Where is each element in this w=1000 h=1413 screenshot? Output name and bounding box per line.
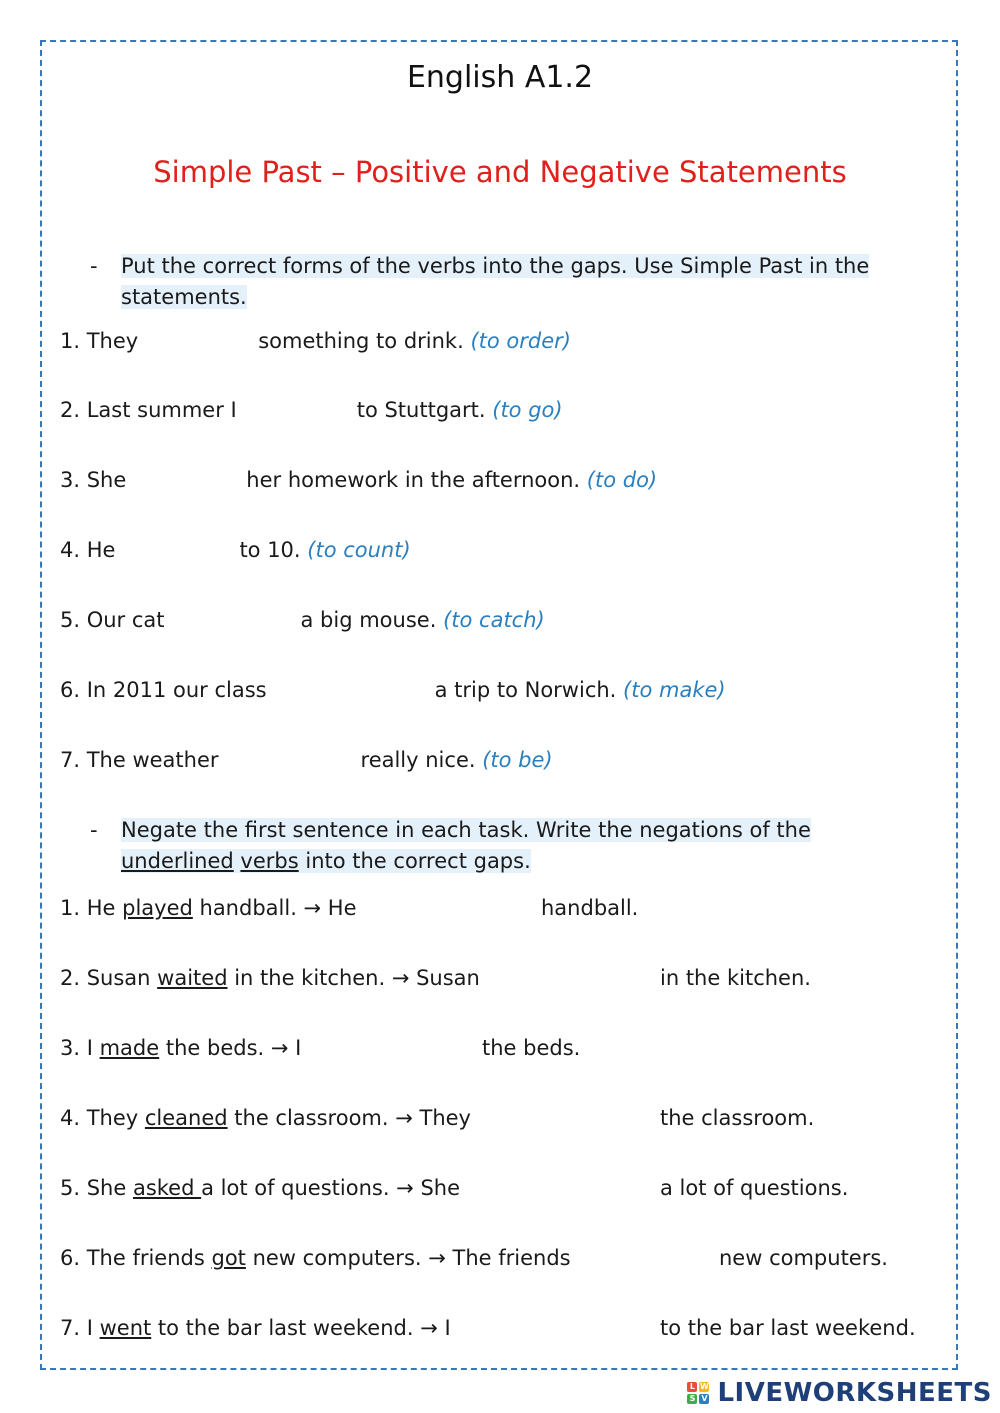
logo-tile: L <box>687 1382 697 1392</box>
item-text-before: 7. The weather <box>60 748 219 772</box>
item-text-after: a lot of questions. <box>660 1176 849 1200</box>
answer-gap[interactable] <box>580 1247 710 1269</box>
answer-gap[interactable] <box>480 1107 650 1129</box>
item-suffix: the beds. → I <box>159 1036 302 1060</box>
logo-tile: W <box>700 1382 709 1391</box>
item-suffix: handball. → He <box>192 896 357 920</box>
answer-gap[interactable] <box>460 1317 650 1339</box>
item-suffix: to the bar last weekend. → I <box>151 1316 451 1340</box>
item-text-after: the beds. <box>482 1036 581 1060</box>
task2-item <box>60 1034 301 1062</box>
answer-gap[interactable] <box>475 1177 650 1199</box>
verb-hint: (to catch) <box>443 608 545 632</box>
item-text-after: a trip to Norwich. <box>434 678 617 702</box>
underlined-verb: made <box>99 1036 160 1060</box>
item-text-after: something to drink. <box>258 329 464 353</box>
item-suffix: new computers. → The friends <box>245 1246 571 1270</box>
item-text-after: the classroom. <box>660 1106 815 1130</box>
item-prefix: 1. He <box>60 896 123 920</box>
item-text-before: 4. He <box>60 538 116 562</box>
item-text-after: in the kitchen. <box>660 966 811 990</box>
verb-hint: (to order) <box>470 329 571 353</box>
liveworksheets-logo[interactable] <box>687 1376 992 1410</box>
underlined-verb: played <box>122 896 193 920</box>
answer-gap[interactable] <box>360 897 530 919</box>
answer-gap[interactable] <box>165 610 301 632</box>
task2-item <box>60 894 357 922</box>
item-text-after: really nice. <box>360 748 476 772</box>
task2-item <box>60 1244 571 1272</box>
answer-gap[interactable] <box>267 680 435 702</box>
page-subtitle: Simple Past – Positive and Negative Statements <box>153 155 847 189</box>
item-text-before: 5. Our cat <box>60 608 165 632</box>
item-text-before: 1. They <box>60 329 139 353</box>
item-text-after: to the bar last weekend. <box>660 1316 916 1340</box>
item-text-before: 3. She <box>60 468 127 492</box>
answer-gap[interactable] <box>126 470 246 492</box>
item-text-after: to 10. <box>239 538 301 562</box>
answer-gap[interactable] <box>310 1037 472 1059</box>
underlined-verb: asked <box>132 1176 202 1200</box>
bullet-dash: - <box>90 254 98 278</box>
task2-item <box>60 964 480 992</box>
verb-hint: (to be) <box>482 748 553 772</box>
answer-gap[interactable] <box>490 967 650 989</box>
task2-item <box>60 1104 471 1132</box>
worksheet-border <box>40 40 958 1370</box>
answer-gap[interactable] <box>237 400 357 422</box>
task1-item <box>60 606 545 634</box>
verb-hint: (to make) <box>623 678 726 702</box>
brand-name: LIVEWORKSHEETS <box>717 1378 992 1408</box>
underlined-verb: got <box>211 1246 246 1270</box>
task1-item <box>60 396 563 424</box>
item-prefix: 3. I <box>60 1036 100 1060</box>
item-text-after: her homework in the afternoon. <box>246 468 581 492</box>
task2-instruction-part1: Negate the first sentence in each task. Write the negations of the <box>121 818 811 842</box>
task2-item <box>60 1174 460 1202</box>
item-prefix: 5. She <box>60 1176 133 1200</box>
answer-gap[interactable] <box>138 331 258 353</box>
task1-item <box>60 676 726 704</box>
task1-item <box>60 327 571 355</box>
verb-hint: (to count) <box>307 538 411 562</box>
logo-tile: S <box>687 1394 697 1404</box>
task1-item <box>60 536 411 564</box>
item-suffix: a lot of questions. → She <box>201 1176 461 1200</box>
task2-instruction-part2: into the correct gaps. <box>298 849 531 873</box>
item-prefix: 6. The friends <box>60 1246 212 1270</box>
item-text-after: a big mouse. <box>300 608 437 632</box>
item-prefix: 2. Susan <box>60 966 158 990</box>
item-prefix: 7. I <box>60 1316 100 1340</box>
underlined-verb: went <box>99 1316 152 1340</box>
item-suffix: in the kitchen. → Susan <box>227 966 480 990</box>
verb-hint: (to do) <box>586 468 658 492</box>
underlined-word: verbs <box>240 849 299 873</box>
answer-gap[interactable] <box>115 540 239 562</box>
underlined-verb: waited <box>157 966 228 990</box>
item-text-after: to Stuttgart. <box>356 398 486 422</box>
item-suffix: the classroom. → They <box>227 1106 471 1130</box>
verb-hint: (to go) <box>492 398 563 422</box>
item-prefix: 4. They <box>60 1106 145 1130</box>
answer-gap[interactable] <box>219 750 361 772</box>
task2-item <box>60 1314 451 1342</box>
underlined-verb: cleaned <box>144 1106 228 1130</box>
item-text-before: 2. Last summer I <box>60 398 237 422</box>
task1-item <box>60 746 553 774</box>
item-text-after: handball. <box>541 896 639 920</box>
task1-instruction-text: Put the correct forms of the verbs into the gaps. Use Simple Past in the statements. <box>121 254 870 309</box>
logo-tile: V <box>701 1394 708 1403</box>
underlined-word: underlined <box>121 849 234 873</box>
task1-item <box>60 466 657 494</box>
page-title: English A1.2 <box>406 60 594 95</box>
bullet-dash: - <box>90 818 98 842</box>
logo-grid-icon <box>687 1382 709 1404</box>
item-text-before: 6. In 2011 our class <box>60 678 267 702</box>
item-text-after: new computers. <box>719 1246 888 1270</box>
